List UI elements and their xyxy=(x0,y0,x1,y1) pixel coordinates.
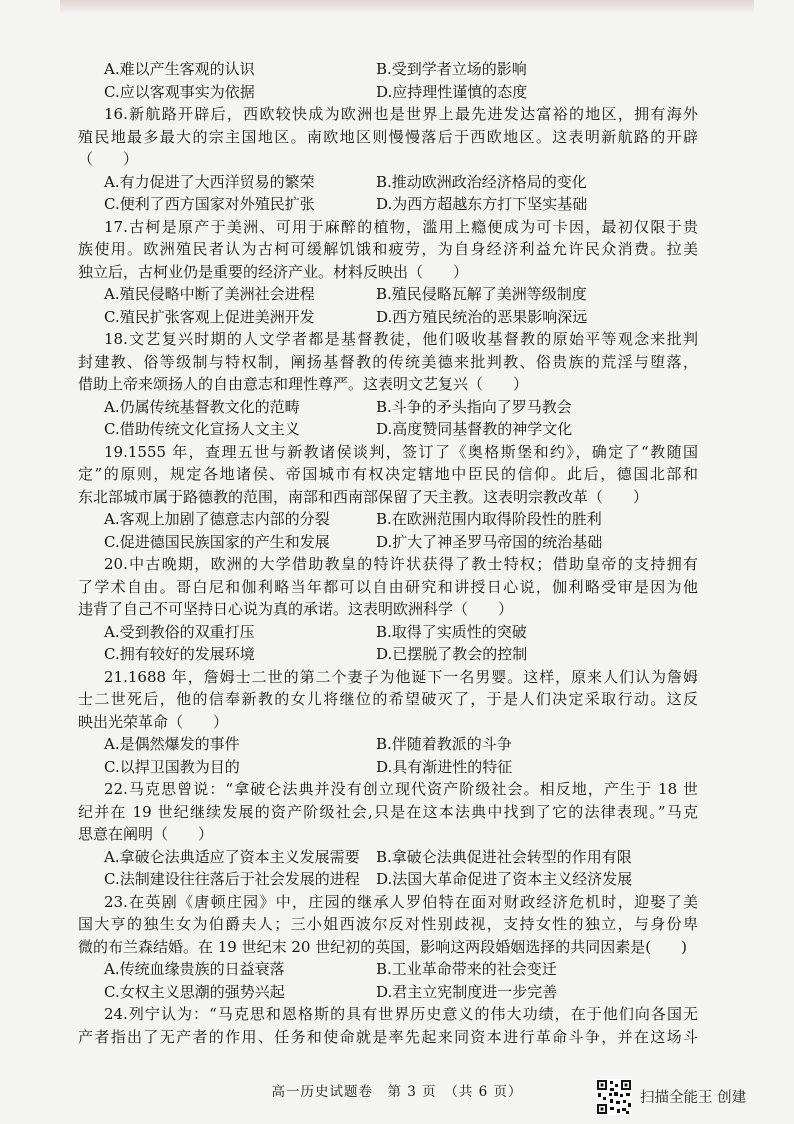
question-stem-line: 思意在阐明（ ） xyxy=(78,825,214,843)
answer-option: A.仍属传统基督教文化的范畴 xyxy=(104,397,300,416)
question-stem-line: 19.1555 年，查理五世与新教诸侯谈判，签订了《奥格斯堡和约》，确定了“教随国 xyxy=(104,442,698,461)
option-row xyxy=(78,756,698,779)
question-block xyxy=(78,328,698,441)
question-stem-line: 国大亨的独生女为伯爵夫人；三小姐西波尔反对性别歧视，支持女性的独立，与身份卑 xyxy=(78,915,698,933)
answer-option: D.君主立宪制度进一步完善 xyxy=(376,982,558,1001)
question-stem-line: 了学术自由。哥白尼和伽利略当年都可以自由研究和讲授日心说，伽利略受审是因为他 xyxy=(78,577,698,596)
answer-option: D.应持理性谨慎的态度 xyxy=(376,82,528,101)
answer-option: D.具有渐进性的特征 xyxy=(376,757,513,776)
previous-question-options xyxy=(78,58,698,103)
option-row xyxy=(78,621,698,644)
question-stem-line: 殖民地最多最大的宗主国地区。南欧地区则慢慢落后于西欧地区。这表明新航路的开辟 xyxy=(78,127,698,146)
answer-option: C.借助传统文化宣扬人文主义 xyxy=(104,420,300,438)
option-row xyxy=(78,643,698,666)
question-stem-line: 违背了自己不可坚持日心说为真的承诺。这表明欧洲科学（ ） xyxy=(78,600,514,618)
question-block xyxy=(78,553,698,666)
answer-option: B.取得了实质性的突破 xyxy=(376,622,527,641)
question-stem-line: 24.列宁认为：“马克思和恩格斯的具有世界历史意义的伟大功绩，在于他们向各国无 xyxy=(104,1005,698,1023)
option-row xyxy=(78,981,698,1004)
option-row xyxy=(78,396,698,419)
answer-option: C.女权主义思潮的强势兴起 xyxy=(104,982,285,1001)
answer-option: B.伴随着教派的斗争 xyxy=(376,735,512,753)
question-stem-line: 16.新航路开辟后，西欧较快成为欧洲也是世界上最先进发达富裕的地区，拥有海外 xyxy=(104,105,698,123)
answer-option: C.殖民扩张客观上促进美洲开发 xyxy=(104,307,315,326)
answer-option: A.有力促进了大西洋贸易的繁荣 xyxy=(104,172,315,191)
answer-option: C.以捍卫国教为目的 xyxy=(104,757,240,776)
question-block xyxy=(78,778,698,891)
answer-option: D.为西方超越东方打下坚实基础 xyxy=(376,195,588,213)
answer-option: A.是偶然爆发的事件 xyxy=(104,735,240,753)
option-row xyxy=(78,846,698,869)
question-block xyxy=(78,1003,698,1048)
answer-option: D.高度赞同基督教的神学文化 xyxy=(376,420,573,438)
option-row xyxy=(78,958,698,981)
page-footer: 高一历史试题卷 第 3 页 （共 6 页） xyxy=(271,1084,523,1100)
answer-option: C.拥有较好的发展环境 xyxy=(104,645,255,663)
option-row xyxy=(78,81,698,104)
answer-option: D.已摆脱了教会的控制 xyxy=(376,645,528,663)
qr-code-icon xyxy=(596,1079,632,1115)
answer-option: C.法制建设往往落后于社会发展的进程 xyxy=(104,870,360,888)
answer-option: B.受到学者立场的影响 xyxy=(376,60,527,78)
option-row xyxy=(78,193,698,216)
answer-option: B.斗争的矛头指向了罗马教会 xyxy=(376,397,572,416)
question-stem-line: （ ） xyxy=(78,150,139,168)
answer-option: B.在欧洲范围内取得阶段性的胜利 xyxy=(376,510,602,528)
question-block xyxy=(78,103,698,216)
answer-option: D.扩大了神圣罗马帝国的统治基础 xyxy=(376,532,603,551)
answer-option: D.西方殖民统治的恶果影响深远 xyxy=(376,307,588,326)
answer-option: B.推动欧洲政治经济格局的变化 xyxy=(376,172,587,191)
question-list xyxy=(78,103,698,1048)
question-stem-line: 封建教、俗等级制与特权制，阐扬基督教的传统美德来批判教、俗贵族的荒淫与堕落， xyxy=(78,352,698,371)
option-row xyxy=(78,418,698,441)
question-stem-line: 20.中古晚期，欧洲的大学借助教皇的特许状获得了教士特权；借助皇帝的支持拥有 xyxy=(104,555,698,573)
answer-option: B.工业革命带来的社会变迁 xyxy=(376,960,557,978)
question-block xyxy=(78,216,698,329)
option-row xyxy=(78,531,698,554)
answer-option: A.受到教俗的双重打压 xyxy=(104,622,255,641)
question-stem-line: 18.文艺复兴时期的人文学者都是基督教徒，他们吸收基督教的原始平等观念来批判 xyxy=(104,330,698,348)
question-stem-line: 族使用。欧洲殖民者认为古柯可缓解饥饿和疲劳，为自身经济利益允许民众消费。拉美 xyxy=(78,240,698,258)
answer-option: B.拿破仑法典促进社会转型的作用有限 xyxy=(376,847,632,866)
answer-option: D.法国大革命促进了资本主义经济发展 xyxy=(376,870,633,888)
answer-option: A.客观上加剧了德意志内部的分裂 xyxy=(104,510,330,528)
question-stem-line: 21.1688 年，詹姆士二世的第二个妻子为他诞下一名男婴。这样，原来人们认为詹姆 xyxy=(104,667,698,686)
question-stem-line: 借助上帝来颂扬人的自由意志和理性尊严。这表明文艺复兴（ ） xyxy=(78,375,529,393)
question-stem-line: 独立后，古柯业仍是重要的经济产业。材料反映出（ ） xyxy=(78,262,469,281)
scan-edge-smudge xyxy=(60,0,754,14)
answer-option: C.应以客观事实为依据 xyxy=(104,82,255,101)
question-block xyxy=(78,891,698,1004)
option-row xyxy=(78,306,698,329)
option-row xyxy=(78,868,698,891)
question-stem-line: 22.马克思曾说：“拿破仑法典并没有创立现代资产阶级社会。相反地，产生于 18 世 xyxy=(104,780,698,798)
scanner-watermark: 扫描全能王 创建 xyxy=(640,1090,747,1106)
question-stem-line: 定”的原则，规定各地诸侯、帝国城市有权决定辖地中臣民的信仰。此后，德国北部和 xyxy=(78,465,698,483)
question-stem-line: 微的布兰森结婚。在 19 世纪末 20 世纪初的英国，影响这两段婚姻选择的共同因素是( ) xyxy=(78,937,687,956)
question-stem-line: 纪并在 19 世纪继续发展的资产阶级社会,只是在这本法典中找到了它的法律表现。”马克 xyxy=(78,802,698,821)
answer-option: A.殖民侵略中断了美洲社会进程 xyxy=(104,285,315,303)
question-stem-line: 17.古柯是原产于美洲、可用于麻醉的植物，滥用上瘾便成为可卡因，最初仅限于贵 xyxy=(104,217,698,236)
question-block xyxy=(78,441,698,554)
answer-option: A.传统血缘贵族的日益衰落 xyxy=(104,960,285,978)
question-stem-line: 东北部城市属于路德教的范围，南部和西南部保留了天主教。这表明宗教改革（ ） xyxy=(78,487,649,506)
question-block xyxy=(78,666,698,779)
question-stem-line: 产者指出了无产者的作用、任务和使命就是率先起来同资本进行革命斗争，并在这场斗 xyxy=(78,1027,698,1046)
option-row xyxy=(78,508,698,531)
answer-option: A.拿破仑法典适应了资本主义发展需要 xyxy=(104,847,360,866)
option-row xyxy=(78,171,698,194)
option-row xyxy=(78,283,698,306)
answer-option: B.殖民侵略瓦解了美洲等级制度 xyxy=(376,285,587,303)
question-stem-line: 23.在英剧《唐顿庄园》中，庄园的继承人罗伯特在面对财政经济危机时，迎娶了美 xyxy=(104,892,698,911)
option-row xyxy=(78,733,698,756)
question-stem-line: 映出光荣革命（ ） xyxy=(78,712,229,731)
question-stem-line: 士二世死后，他的信奉新教的女儿将继位的希望破灭了，于是人们决定采取行动。这反 xyxy=(78,690,698,708)
answer-option: C.促进德国民族国家的产生和发展 xyxy=(104,532,330,551)
option-row xyxy=(78,58,698,81)
exam-page-content xyxy=(78,58,698,1048)
answer-option: C.便利了西方国家对外殖民扩张 xyxy=(104,195,315,213)
answer-option: A.难以产生客观的认识 xyxy=(104,60,255,78)
